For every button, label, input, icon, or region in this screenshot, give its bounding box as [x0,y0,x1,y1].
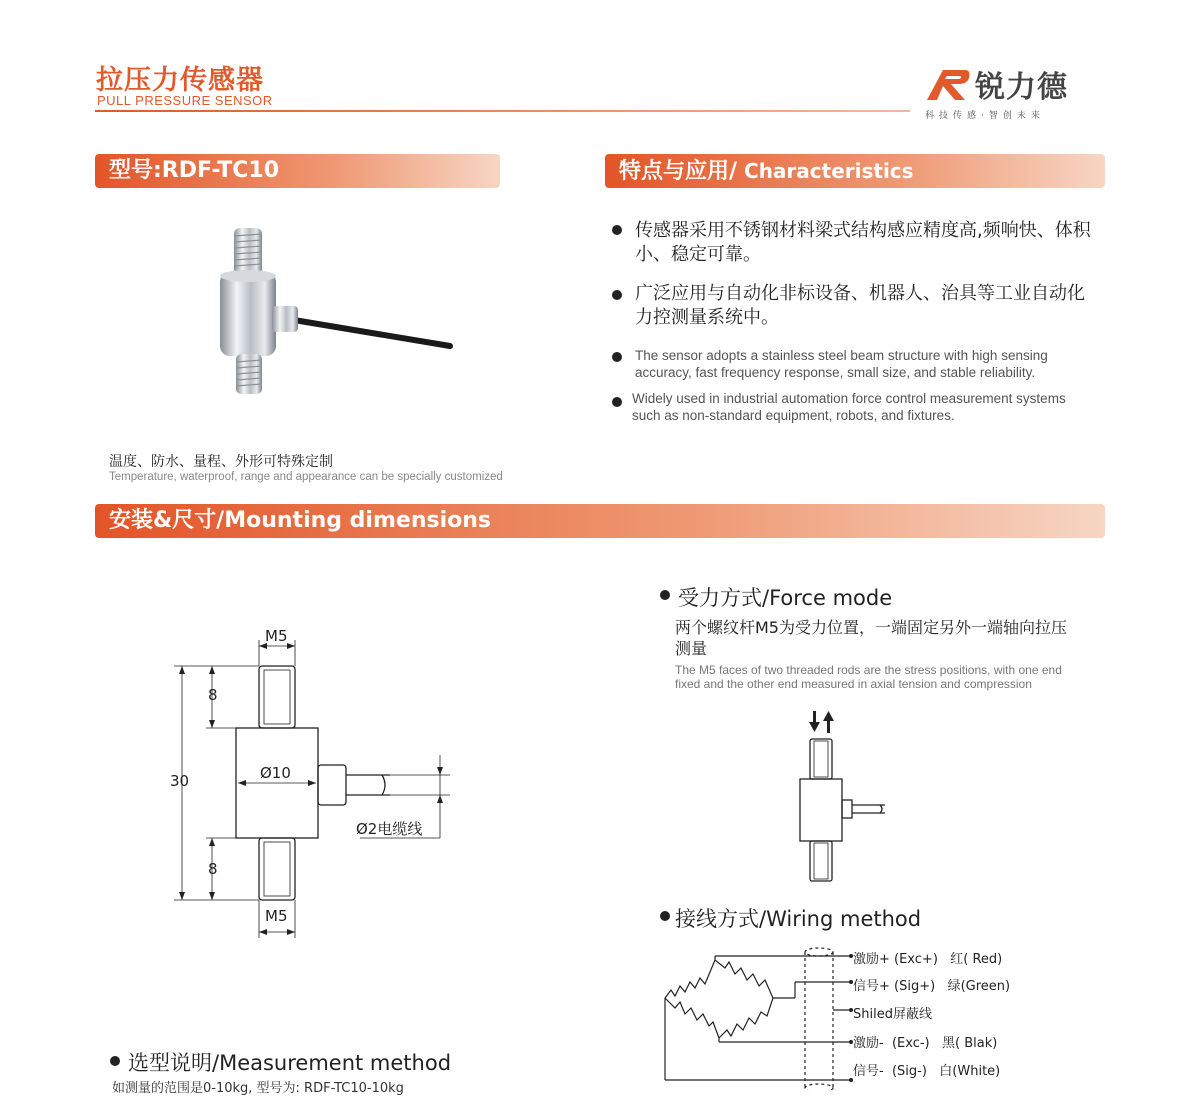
dim-body-diameter: Ø10 [260,764,291,782]
feature-bullet [612,397,622,407]
feature-cn-1: 传感器采用不锈钢材料梁式结构感应精度高,频响快、体积小、稳定可靠。 [635,220,1091,265]
brand-name: 锐力德 [975,70,1068,105]
force-mode-diagram [790,705,900,890]
dim-thread-top: M5 [265,627,288,645]
force-mode-desc-en: The M5 faces of two threaded rods are the stress positions, with one end fixed and the other end measured in axial tension and compression [675,663,1062,691]
dim-bottom-length: 8 [208,860,218,878]
product-photo [200,220,460,400]
mounting-band: 安装&尺寸/Mounting dimensions [95,504,1105,538]
dim-total-height: 30 [170,772,190,790]
dim-thread-bottom: M5 [265,907,288,925]
feature-bullet [612,225,622,235]
force-mode-desc-cn: 两个螺纹杆M5为受力位置，一端固定另外一端轴向拉压测量 [675,618,1067,658]
wiring-title: 接线方式/Wiring method [675,907,922,931]
force-mode-bullet [660,590,670,600]
characteristics-label-en: Characteristics [737,159,914,183]
characteristics-label-cn: 特点与应用/ [619,159,738,184]
wire-exc-minus: 激励- (Exc-) 黑( Blak) [853,1036,998,1051]
brand-logo-icon [925,66,973,102]
feature-en-2: Widely used in industrial automation force control measurement systems such as non-standard equipment, robots, and fixtures. [632,391,1066,423]
feature-bullet [612,352,622,362]
custom-note-cn: 温度、防水、量程、外形可特殊定制 [109,454,333,470]
feature-bullet [612,290,622,300]
dim-cable-diameter: Ø2电缆线 [356,820,423,838]
measurement-desc: 如测量的范围是0-10kg, 型号为: RDF-TC10-10kg [112,1081,404,1096]
wire-shield: Shiled屏蔽线 [853,1007,932,1022]
wire-exc-plus: 激励+ (Exc+) 红( Red) [853,952,1003,967]
dimension-drawing [160,620,460,950]
characteristics-band [605,154,1105,188]
page-subtitle: PULL PRESSURE SENSOR [97,93,273,108]
wire-sig-minus: 信号- (Sig-) 白(White) [853,1064,1001,1079]
wiring-diagram [655,940,855,1090]
custom-note-en: Temperature, waterproof, range and appearance can be specially customized [109,471,503,483]
measurement-bullet [110,1056,120,1066]
feature-cn-2: 广泛应用与自动化非标设备、机器人、治具等工业自动化力控测量系统中。 [635,283,1085,328]
dim-top-length: 8 [208,686,218,704]
feature-en-1: The sensor adopts a stainless steel beam structure with high sensing accuracy, fast frequency response, small size, and stable reliability. [635,348,1048,380]
brand-slogan: 科技传感·智创未来 [925,111,1045,121]
page-title: 拉压力传感器 [96,65,264,96]
wire-sig-plus: 信号+ (Sig+) 绿(Green) [853,979,1011,994]
force-mode-title: 受力方式/Force mode [678,586,893,610]
model-band: 型号:RDF-TC10 [95,154,500,188]
wiring-bullet [660,911,670,921]
header-divider [95,110,910,112]
measurement-title: 选型说明/Measurement method [128,1051,452,1075]
